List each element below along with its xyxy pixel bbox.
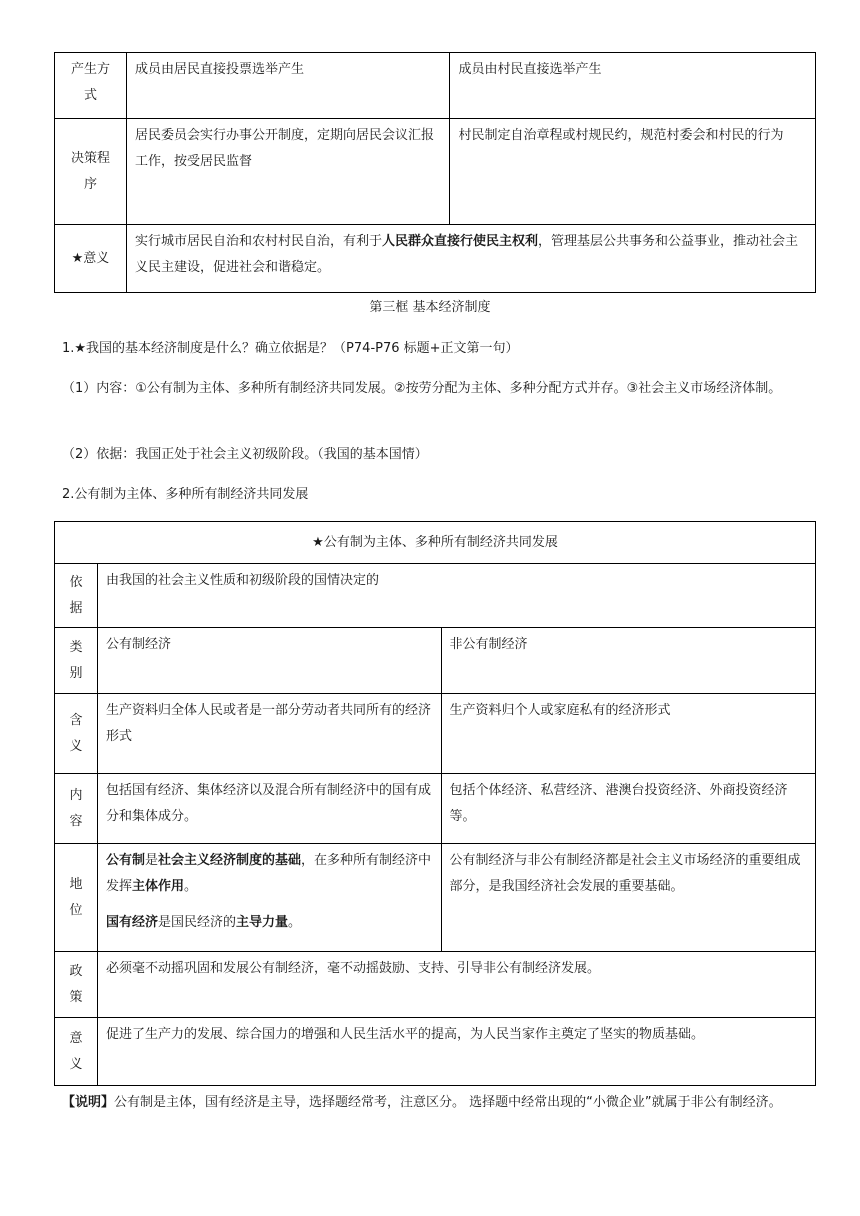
- policy-text: 必须毫不动摇巩固和发展公有制经济，毫不动摇鼓励、支持、引导非公有制经济发展。: [97, 952, 815, 1018]
- nonpublic-cell: 生产资料归个人或家庭私有的经济形式: [441, 694, 816, 774]
- nonpublic-cell: 非公有制经济: [441, 628, 816, 694]
- table-row: [55, 564, 816, 628]
- row-label: 产生方式: [55, 53, 127, 119]
- table-row: [55, 844, 816, 952]
- nonpublic-cell: 公有制经济与非公有制经济都是社会主义市场经济的重要组成部分，是我国经济社会发展的重要基础。: [441, 844, 816, 952]
- table-row: [55, 774, 816, 844]
- table-title: ★公有制为主体、多种所有制经济共同发展: [55, 522, 816, 564]
- table-row: [55, 694, 816, 774]
- significance-text: 实行城市居民自治和农村村民自治，有利于人民群众直接行使民主权利，管理基层公共事务和公益事业，推动社会主义民主建设，促进社会和谐稳定。: [126, 225, 815, 293]
- row-label: 地位: [55, 844, 98, 952]
- row-label: 政策: [55, 952, 98, 1018]
- note: [62, 1090, 814, 1116]
- row-label: 内容: [55, 774, 98, 844]
- public-cell: 公有制经济: [97, 628, 441, 694]
- nonpublic-cell: 包括个体经济、私营经济、港澳台投资经济、外商投资经济等。: [441, 774, 816, 844]
- note-label: 【说明】: [62, 1095, 115, 1110]
- public-cell: 包括国有经济、集体经济以及混合所有制经济中的国有成分和集体成分。: [97, 774, 441, 844]
- table-row: [55, 119, 816, 225]
- significance-label: ★意义: [55, 225, 127, 293]
- question-1-basis: （2）依据：我国正处于社会主义初级阶段。（我国的基本国情）: [62, 447, 428, 462]
- table-row: [55, 628, 816, 694]
- row-label: 决策程序: [55, 119, 127, 225]
- row-label: 意义: [55, 1018, 98, 1086]
- public-cell: [97, 844, 441, 952]
- table-row: [55, 53, 816, 119]
- autonomy-comparison-table: [54, 52, 816, 293]
- note-text: 公有制是主体，国有经济是主导，选择题经常考，注意区分。 选择题中经常出现的“小微企业”就属于非公有制经济。: [114, 1095, 782, 1110]
- row-label: 依据: [55, 564, 98, 628]
- question-1-heading: 1.★我国的基本经济制度是什么？确立依据是？（P74-P76 标题+正文第一句）: [62, 341, 519, 356]
- rural-cell: 村民制定自治章程或村规民约，规范村委会和村民的行为: [450, 119, 816, 225]
- significance-text: 促进了生产力的发展、综合国力的增强和人民生活水平的提高，为人民当家作主奠定了坚实的物质基础。: [97, 1018, 815, 1086]
- table-row: [55, 952, 816, 1018]
- section-title: 第三框 基本经济制度: [369, 300, 491, 315]
- public-cell: 生产资料归全体人民或者是一部分劳动者共同所有的经济形式: [97, 694, 441, 774]
- row-label: 类别: [55, 628, 98, 694]
- urban-cell: 居民委员会实行办事公开制度，定期向居民会议汇报工作，按受居民监督: [126, 119, 450, 225]
- table-row: [55, 1018, 816, 1086]
- question-1-content: （1）内容：①公有制为主体、多种所有制经济共同发展。②按劳分配为主体、多种分配方式并存。③社会主义市场经济体制。: [62, 381, 782, 396]
- status-public-line-2: 国有经济是国民经济的主导力量。: [105, 915, 302, 930]
- table-row: [55, 522, 816, 564]
- rural-cell: 成员由村民直接选举产生: [450, 53, 816, 119]
- economic-system-table: [54, 521, 816, 1086]
- table-row: [55, 225, 816, 293]
- row-label: 含义: [55, 694, 98, 774]
- question-2-heading: 2.公有制为主体、多种所有制经济共同发展: [62, 487, 309, 502]
- basis-text: 由我国的社会主义性质和初级阶段的国情决定的: [97, 564, 815, 628]
- status-public-line-1: 公有制是社会主义经济制度的基础，在多种所有制经济中发挥主体作用。: [105, 853, 432, 894]
- urban-cell: 成员由居民直接投票选举产生: [126, 53, 450, 119]
